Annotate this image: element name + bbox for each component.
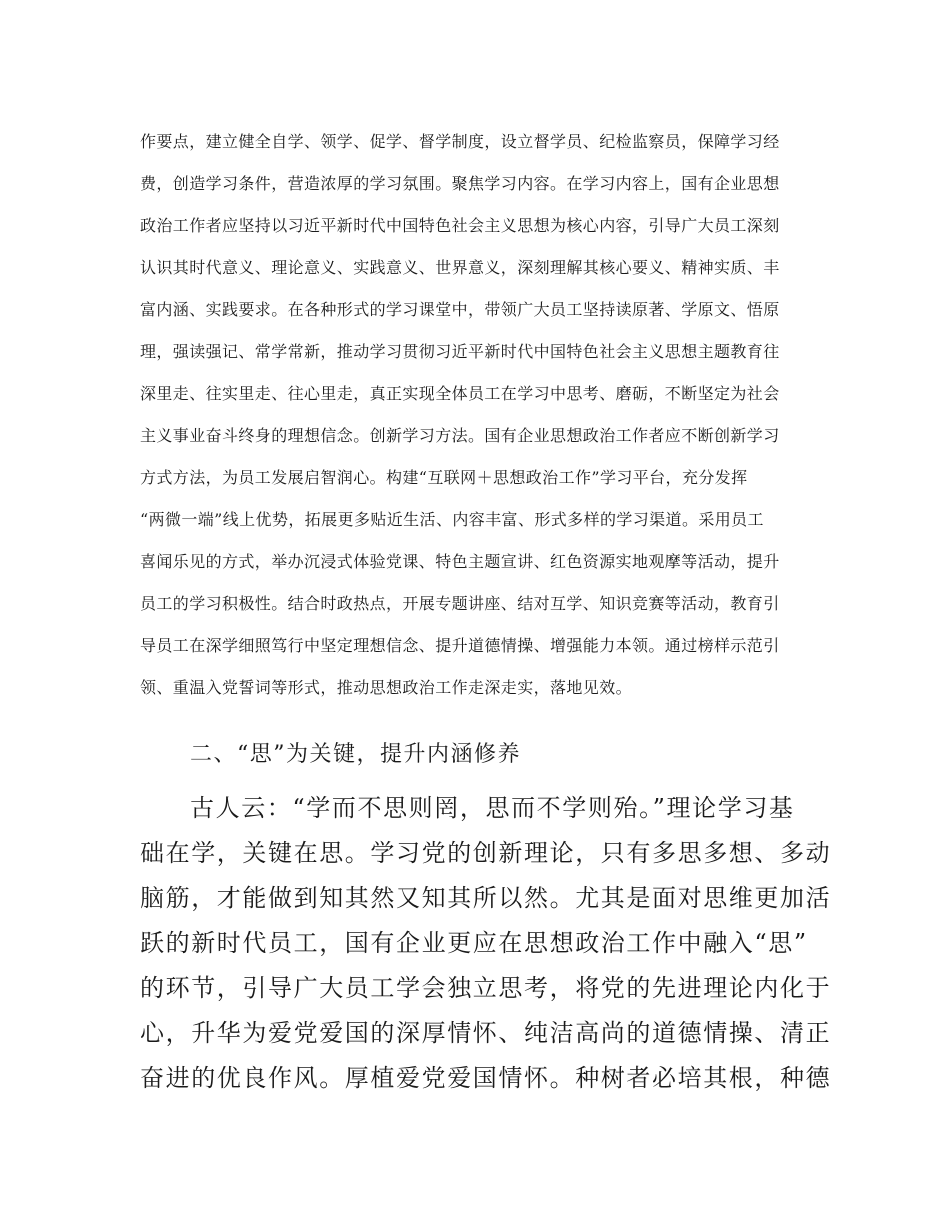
paragraph-1-line-4: 认识其时代意义、理论意义、实践意义、世界意义，深刻理解其核心要义、精神实质、丰 — [140, 258, 780, 277]
paragraph-1-line-6: 理，强读强记、常学常新，推动学习贯彻习近平新时代中国特色社会主义思想主题教育往 — [140, 342, 780, 361]
paragraph-2-line-5: 的环节，引导广大员工学会独立思考，将党的先进理论内化于 — [140, 974, 832, 1002]
paragraph-1-line-2: 费，创造学习条件，营造浓厚的学习氛围。聚焦学习内容。在学习内容上，国有企业思想 — [140, 174, 780, 193]
paragraph-2-line-4: 跃的新时代员工，国有企业更应在思想政治工作中融入“思” — [140, 929, 808, 957]
paragraph-2-line-7: 奋进的优良作风。厚植爱党爱国情怀。种树者必培其根，种德 — [140, 1064, 832, 1092]
section-heading: 二、“思”为关键，提升内涵修养 — [190, 742, 521, 767]
paragraph-1-line-1: 作要点，建立健全自学、领学、促学、督学制度，设立督学员、纪检监察员，保障学习经 — [140, 132, 780, 151]
paragraph-2-line-6: 心，升华为爱党爱国的深厚情怀、纯洁高尚的道德情操、清正 — [140, 1019, 832, 1047]
paragraph-2-line-1: 古人云：“学而不思则罔，思而不学则殆。”理论学习基 — [190, 794, 795, 822]
paragraph-1-line-10: “两微一端”线上优势，拓展更多贴近生活、内容丰富、形式多样的学习渠道。采用员工 — [140, 510, 764, 529]
paragraph-1-line-11: 喜闻乐见的方式，举办沉浸式体验党课、特色主题宣讲、红色资源实地观摩等活动，提升 — [140, 552, 780, 571]
paragraph-1-line-13: 导员工在深学细照笃行中坚定理想信念、提升道德情操、增强能力本领。通过榜样示范引 — [140, 636, 780, 655]
paragraph-1-line-5: 富内涵、实践要求。在各种形式的学习课堂中，带领广大员工坚持读原著、学原文、悟原 — [140, 300, 780, 319]
paragraph-1-line-8: 主义事业奋斗终身的理想信念。创新学习方法。国有企业思想政治工作者应不断创新学习 — [140, 426, 780, 445]
paragraph-2-line-3: 脑筋，才能做到知其然又知其所以然。尤其是面对思维更加活 — [140, 884, 832, 912]
paragraph-2-line-2: 础在学，关键在思。学习党的创新理论，只有多思多想、多动 — [140, 839, 832, 867]
paragraph-1-line-7: 深里走、往实里走、往心里走，真正实现全体员工在学习中思考、磨砺，不断坚定为社会 — [140, 384, 780, 403]
paragraph-1-line-14: 领、重温入党誓词等形式，推动思想政治工作走深走实，落地见效。 — [140, 678, 633, 697]
paragraph-1-line-9: 方式方法，为员工发展启智润心。构建“互联网＋思想政治工作”学习平台，充分发挥 — [140, 468, 748, 487]
paragraph-1-line-3: 政治工作者应坚持以习近平新时代中国特色社会主义思想为核心内容，引导广大员工深刻 — [140, 216, 780, 235]
paragraph-1-line-12: 员工的学习积极性。结合时政热点，开展专题讲座、结对互学、知识竞赛等活动，教育引 — [140, 594, 780, 613]
